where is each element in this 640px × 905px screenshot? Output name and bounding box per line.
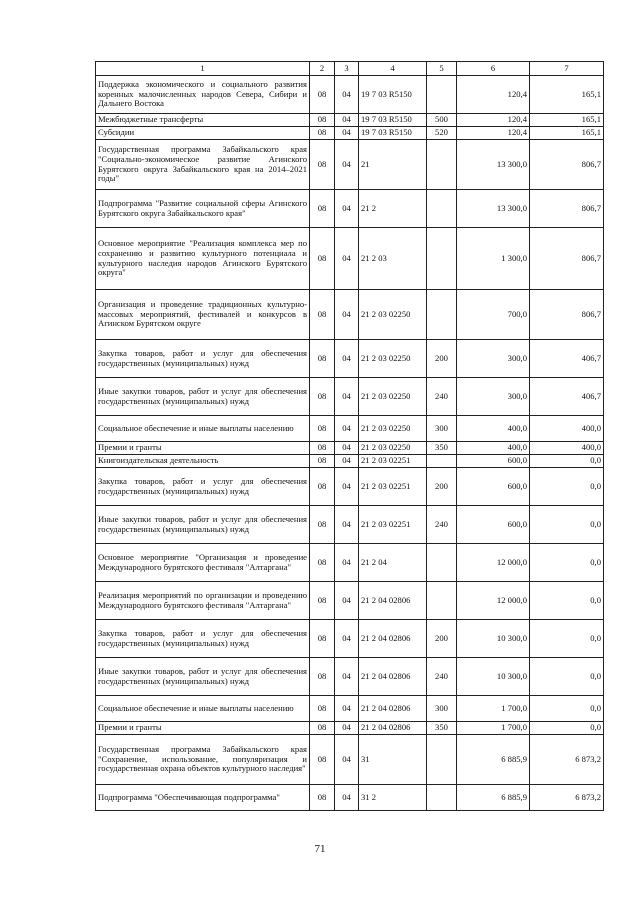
amount-2021-cell: 0,0 [530, 658, 604, 696]
subsection-code-cell: 04 [335, 76, 359, 114]
expense-type-code-cell [427, 76, 457, 114]
amount-2021-cell: 806,7 [530, 290, 604, 340]
table-row [96, 722, 604, 735]
target-article-code-cell: 21 2 04 02806 [359, 620, 427, 658]
amount-2021-cell: 806,7 [530, 190, 604, 228]
row-name-cell: Иные закупки товаров, работ и услуг для обеспечения государственных (муниципальных) нужд [96, 506, 310, 544]
amount-2021-cell: 0,0 [530, 582, 604, 620]
amount-2020-cell: 13 300,0 [457, 190, 530, 228]
amount-2021-cell: 400,0 [530, 416, 604, 442]
header-cell: 3 [335, 62, 359, 76]
section-code-cell: 08 [310, 340, 335, 378]
subsection-code-cell: 04 [335, 190, 359, 228]
section-code-cell: 08 [310, 620, 335, 658]
target-article-code-cell: 21 2 [359, 190, 427, 228]
section-code-cell: 08 [310, 378, 335, 416]
expense-type-code-cell [427, 455, 457, 468]
row-name-cell: Премии и гранты [96, 722, 310, 735]
table-row [96, 442, 604, 455]
row-name-cell: Социальное обеспечение и иные выплаты населению [96, 416, 310, 442]
target-article-code-cell: 21 [359, 140, 427, 190]
row-name-cell: Закупка товаров, работ и услуг для обеспечения государственных (муниципальных) нужд [96, 468, 310, 506]
amount-2020-cell: 12 000,0 [457, 544, 530, 582]
table-row [96, 696, 604, 722]
subsection-code-cell: 04 [335, 290, 359, 340]
row-name-cell: Подпрограмма "Развитие социальной сферы Агинского Бурятского округа Забайкальского края" [96, 190, 310, 228]
subsection-code-cell: 04 [335, 468, 359, 506]
expense-type-code-cell: 240 [427, 658, 457, 696]
target-article-code-cell: 21 2 04 02806 [359, 658, 427, 696]
table-row [96, 416, 604, 442]
amount-2020-cell: 700,0 [457, 290, 530, 340]
expense-type-code-cell [427, 544, 457, 582]
section-code-cell: 08 [310, 722, 335, 735]
row-name-cell: Иные закупки товаров, работ и услуг для обеспечения государственных (муниципальных) нужд [96, 658, 310, 696]
section-code-cell: 08 [310, 785, 335, 811]
amount-2020-cell: 6 885,9 [457, 785, 530, 811]
section-code-cell: 08 [310, 455, 335, 468]
header-cell: 7 [530, 62, 604, 76]
amount-2020-cell: 6 885,9 [457, 735, 530, 785]
section-code-cell: 08 [310, 658, 335, 696]
header-cell: 2 [310, 62, 335, 76]
table-row [96, 140, 604, 190]
section-code-cell: 08 [310, 416, 335, 442]
header-cell: 4 [359, 62, 427, 76]
row-name-cell: Закупка товаров, работ и услуг для обеспечения государственных (муниципальных) нужд [96, 620, 310, 658]
amount-2021-cell: 165,1 [530, 127, 604, 140]
section-code-cell: 08 [310, 140, 335, 190]
target-article-code-cell: 21 2 03 02251 [359, 455, 427, 468]
amount-2021-cell: 0,0 [530, 455, 604, 468]
row-name-cell: Субсидии [96, 127, 310, 140]
target-article-code-cell: 21 2 03 02250 [359, 378, 427, 416]
subsection-code-cell: 04 [335, 722, 359, 735]
section-code-cell: 08 [310, 127, 335, 140]
target-article-code-cell: 31 2 [359, 785, 427, 811]
amount-2021-cell: 6 873,2 [530, 735, 604, 785]
row-name-cell: Социальное обеспечение и иные выплаты населению [96, 696, 310, 722]
expense-type-code-cell [427, 785, 457, 811]
target-article-code-cell: 21 2 04 02806 [359, 582, 427, 620]
section-code-cell: 08 [310, 468, 335, 506]
target-article-code-cell: 21 2 03 02251 [359, 468, 427, 506]
table-row [96, 114, 604, 127]
amount-2021-cell: 0,0 [530, 468, 604, 506]
amount-2020-cell: 300,0 [457, 340, 530, 378]
section-code-cell: 08 [310, 582, 335, 620]
expense-type-code-cell: 300 [427, 416, 457, 442]
row-name-cell: Книгоиздательская деятельность [96, 455, 310, 468]
expense-type-code-cell: 240 [427, 378, 457, 416]
amount-2021-cell: 806,7 [530, 228, 604, 290]
subsection-code-cell: 04 [335, 696, 359, 722]
section-code-cell: 08 [310, 442, 335, 455]
section-code-cell: 08 [310, 506, 335, 544]
target-article-code-cell: 21 2 04 [359, 544, 427, 582]
amount-2021-cell: 0,0 [530, 544, 604, 582]
table-row [96, 127, 604, 140]
amount-2021-cell: 400,0 [530, 442, 604, 455]
row-name-cell: Основное мероприятие "Реализация комплекса мер по сохранению и развитию культурного потенциала и культурного наследия народов Агинского Бурятского округа" [96, 228, 310, 290]
amount-2020-cell: 600,0 [457, 455, 530, 468]
expense-type-code-cell [427, 735, 457, 785]
row-name-cell: Закупка товаров, работ и услуг для обеспечения государственных (муниципальных) нужд [96, 340, 310, 378]
target-article-code-cell: 21 2 03 02250 [359, 442, 427, 455]
target-article-code-cell: 19 7 03 R5150 [359, 114, 427, 127]
amount-2020-cell: 600,0 [457, 506, 530, 544]
section-code-cell: 08 [310, 228, 335, 290]
amount-2020-cell: 10 300,0 [457, 620, 530, 658]
amount-2021-cell: 6 873,2 [530, 785, 604, 811]
subsection-code-cell: 04 [335, 658, 359, 696]
amount-2021-cell: 0,0 [530, 722, 604, 735]
subsection-code-cell: 04 [335, 140, 359, 190]
expense-type-code-cell [427, 582, 457, 620]
target-article-code-cell: 21 2 04 02806 [359, 722, 427, 735]
section-code-cell: 08 [310, 735, 335, 785]
row-name-cell: Основное мероприятие "Организация и проведение Международного бурятского фестиваля "Алтаргана" [96, 544, 310, 582]
expense-type-code-cell: 240 [427, 506, 457, 544]
subsection-code-cell: 04 [335, 582, 359, 620]
section-code-cell: 08 [310, 190, 335, 228]
subsection-code-cell: 04 [335, 340, 359, 378]
amount-2021-cell: 165,1 [530, 114, 604, 127]
expense-type-code-cell: 350 [427, 722, 457, 735]
table-row [96, 76, 604, 114]
table-row [96, 582, 604, 620]
amount-2020-cell: 10 300,0 [457, 658, 530, 696]
expense-type-code-cell: 200 [427, 340, 457, 378]
section-code-cell: 08 [310, 114, 335, 127]
section-code-cell: 08 [310, 696, 335, 722]
target-article-code-cell: 19 7 03 R5150 [359, 76, 427, 114]
row-name-cell: Поддержка экономического и социального развития коренных малочисленных народов Севера, Сибири и Дальнего Востока [96, 76, 310, 114]
subsection-code-cell: 04 [335, 785, 359, 811]
amount-2020-cell: 1 300,0 [457, 228, 530, 290]
page-number: 71 [314, 843, 326, 855]
amount-2020-cell: 12 000,0 [457, 582, 530, 620]
row-name-cell: Межбюджетные трансферты [96, 114, 310, 127]
amount-2020-cell: 1 700,0 [457, 696, 530, 722]
row-name-cell: Государственная программа Забайкальского края "Социально-экономическое развитие Агинского Бурятского округа Забайкальского края на 2014–2021 годы" [96, 140, 310, 190]
amount-2020-cell: 600,0 [457, 468, 530, 506]
expense-type-code-cell: 520 [427, 127, 457, 140]
header-cell: 1 [96, 62, 310, 76]
subsection-code-cell: 04 [335, 442, 359, 455]
table-row [96, 468, 604, 506]
subsection-code-cell: 04 [335, 735, 359, 785]
target-article-code-cell: 21 2 03 02251 [359, 506, 427, 544]
target-article-code-cell: 21 2 03 [359, 228, 427, 290]
subsection-code-cell: 04 [335, 228, 359, 290]
table-row [96, 340, 604, 378]
table-row [96, 190, 604, 228]
table-row [96, 658, 604, 696]
table-body [96, 76, 604, 811]
row-name-cell: Организация и проведение традиционных культурно-массовых мероприятий, фестивалей и конкурсов в Агинском Бурятском округе [96, 290, 310, 340]
table-row [96, 735, 604, 785]
amount-2020-cell: 120,4 [457, 114, 530, 127]
amount-2020-cell: 300,0 [457, 378, 530, 416]
section-code-cell: 08 [310, 544, 335, 582]
target-article-code-cell: 31 [359, 735, 427, 785]
amount-2020-cell: 120,4 [457, 127, 530, 140]
expense-type-code-cell: 350 [427, 442, 457, 455]
expense-type-code-cell [427, 140, 457, 190]
subsection-code-cell: 04 [335, 416, 359, 442]
target-article-code-cell: 21 2 03 02250 [359, 340, 427, 378]
header-cell: 5 [427, 62, 457, 76]
section-code-cell: 08 [310, 76, 335, 114]
amount-2020-cell: 13 300,0 [457, 140, 530, 190]
amount-2021-cell: 806,7 [530, 140, 604, 190]
amount-2021-cell: 406,7 [530, 340, 604, 378]
subsection-code-cell: 04 [335, 114, 359, 127]
amount-2020-cell: 400,0 [457, 416, 530, 442]
header-row [96, 62, 604, 76]
table-row [96, 228, 604, 290]
amount-2020-cell: 1 700,0 [457, 722, 530, 735]
target-article-code-cell: 21 2 03 02250 [359, 290, 427, 340]
expense-type-code-cell: 300 [427, 696, 457, 722]
expense-type-code-cell: 500 [427, 114, 457, 127]
amount-2021-cell: 0,0 [530, 506, 604, 544]
amount-2021-cell: 0,0 [530, 696, 604, 722]
subsection-code-cell: 04 [335, 378, 359, 416]
table-row [96, 378, 604, 416]
amount-2020-cell: 400,0 [457, 442, 530, 455]
table-row [96, 620, 604, 658]
row-name-cell: Государственная программа Забайкальского края "Сохранение, использование, популяризация и государственная охрана объектов культурного наследия" [96, 735, 310, 785]
amount-2021-cell: 165,1 [530, 76, 604, 114]
header-cell: 6 [457, 62, 530, 76]
section-code-cell: 08 [310, 290, 335, 340]
target-article-code-cell: 21 2 04 02806 [359, 696, 427, 722]
amount-2020-cell: 120,4 [457, 76, 530, 114]
subsection-code-cell: 04 [335, 620, 359, 658]
amount-2021-cell: 406,7 [530, 378, 604, 416]
table-row [96, 544, 604, 582]
expense-type-code-cell [427, 228, 457, 290]
expense-type-code-cell [427, 190, 457, 228]
table-row [96, 506, 604, 544]
row-name-cell: Подпрограмма "Обеспечивающая подпрограмма" [96, 785, 310, 811]
expense-type-code-cell [427, 290, 457, 340]
row-name-cell: Реализация мероприятий по организации и проведению Международного бурятского фестиваля "Алтаргана" [96, 582, 310, 620]
expense-type-code-cell: 200 [427, 620, 457, 658]
budget-table [95, 61, 604, 811]
target-article-code-cell: 21 2 03 02250 [359, 416, 427, 442]
expense-type-code-cell: 200 [427, 468, 457, 506]
subsection-code-cell: 04 [335, 127, 359, 140]
subsection-code-cell: 04 [335, 455, 359, 468]
table-row [96, 290, 604, 340]
table-row [96, 455, 604, 468]
row-name-cell: Иные закупки товаров, работ и услуг для обеспечения государственных (муниципальных) нужд [96, 378, 310, 416]
table-row [96, 785, 604, 811]
row-name-cell: Премии и гранты [96, 442, 310, 455]
subsection-code-cell: 04 [335, 544, 359, 582]
target-article-code-cell: 19 7 03 R5150 [359, 127, 427, 140]
amount-2021-cell: 0,0 [530, 620, 604, 658]
subsection-code-cell: 04 [335, 506, 359, 544]
